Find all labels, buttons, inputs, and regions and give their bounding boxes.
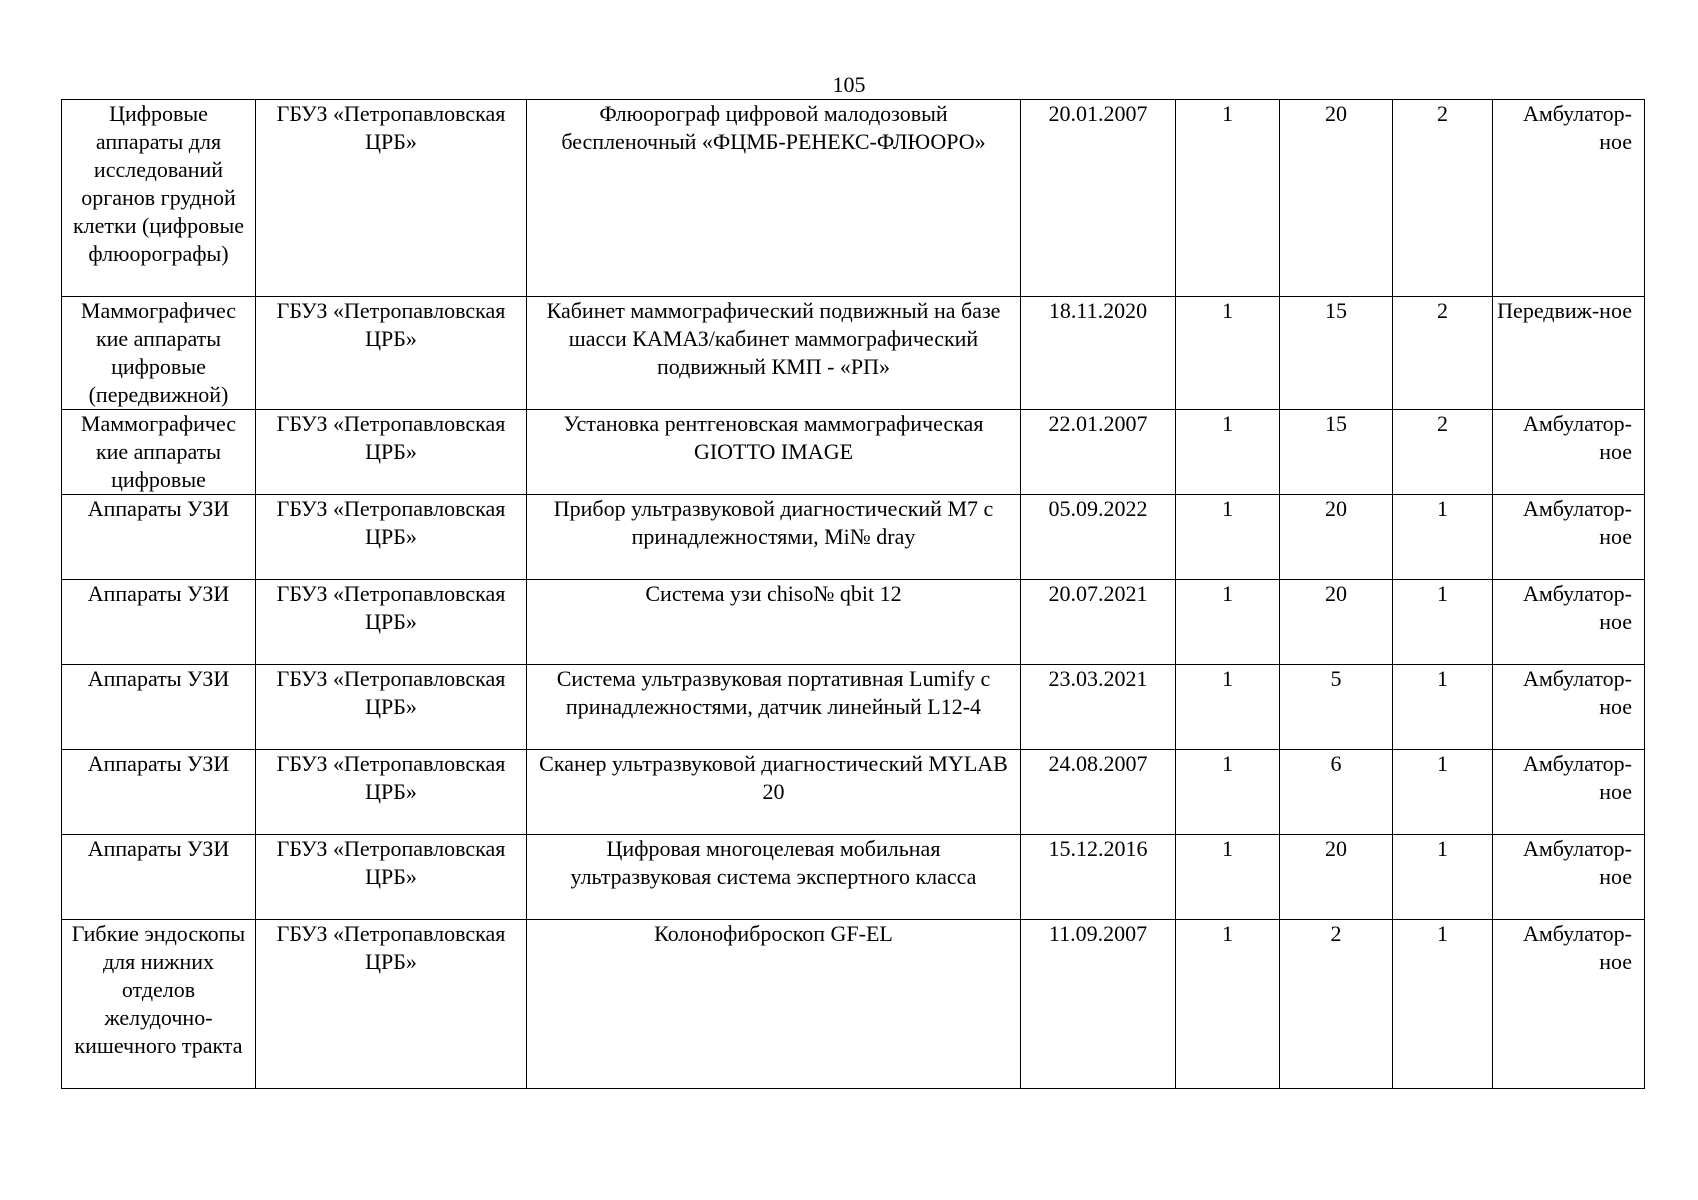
table-row xyxy=(62,495,1645,580)
cell-code: 1 xyxy=(1393,835,1493,920)
cell-equipment-name: Система узи chiso№ qbit 12 xyxy=(527,580,1021,665)
cell-category: Аппараты УЗИ xyxy=(62,750,256,835)
cell-date: 20.01.2007 xyxy=(1021,100,1176,297)
cell-quantity: 1 xyxy=(1176,297,1280,410)
cell-date: 22.01.2007 xyxy=(1021,410,1176,495)
cell-code: 1 xyxy=(1393,495,1493,580)
table-row xyxy=(62,580,1645,665)
table-row xyxy=(62,835,1645,920)
table-row xyxy=(62,100,1645,297)
cell-service-life: 5 xyxy=(1280,665,1393,750)
cell-equipment-name: Система ультразвуковая портативная Lumify с принадлежностями, датчик линейный L12-4 xyxy=(527,665,1021,750)
cell-category: Аппараты УЗИ xyxy=(62,495,256,580)
cell-organization: ГБУЗ «Петропавловская ЦРБ» xyxy=(256,297,527,410)
cell-date: 23.03.2021 xyxy=(1021,665,1176,750)
cell-code: 1 xyxy=(1393,920,1493,1089)
page-number: 105 xyxy=(832,72,866,97)
cell-service-life: 6 xyxy=(1280,750,1393,835)
cell-status: Амбулатор-ное xyxy=(1493,665,1645,750)
cell-code: 2 xyxy=(1393,410,1493,495)
cell-category: Аппараты УЗИ xyxy=(62,665,256,750)
cell-status: Амбулатор-ное xyxy=(1493,100,1645,297)
cell-organization: ГБУЗ «Петропавловская ЦРБ» xyxy=(256,410,527,495)
cell-status: Амбулатор-ное xyxy=(1493,920,1645,1089)
cell-status: Амбулатор-ное xyxy=(1493,410,1645,495)
cell-status: Передвиж-ное xyxy=(1493,297,1645,410)
cell-category: Цифровые аппараты для исследований органов грудной клетки (цифровые флюорографы) xyxy=(62,100,256,297)
cell-service-life: 15 xyxy=(1280,297,1393,410)
cell-quantity: 1 xyxy=(1176,495,1280,580)
cell-date: 05.09.2022 xyxy=(1021,495,1176,580)
cell-organization: ГБУЗ «Петропавловская ЦРБ» xyxy=(256,100,527,297)
cell-date: 15.12.2016 xyxy=(1021,835,1176,920)
table-row xyxy=(62,665,1645,750)
cell-quantity: 1 xyxy=(1176,750,1280,835)
cell-equipment-name: Установка рентгеновская маммографическая GIOTTO IMAGE xyxy=(527,410,1021,495)
cell-organization: ГБУЗ «Петропавловская ЦРБ» xyxy=(256,835,527,920)
cell-status: Амбулатор-ное xyxy=(1493,835,1645,920)
cell-status: Амбулатор-ное xyxy=(1493,750,1645,835)
cell-date: 11.09.2007 xyxy=(1021,920,1176,1089)
cell-quantity: 1 xyxy=(1176,580,1280,665)
cell-quantity: 1 xyxy=(1176,920,1280,1089)
cell-service-life: 20 xyxy=(1280,580,1393,665)
cell-equipment-name: Флюорограф цифровой малодозовый беспленочный «ФЦМБ-РЕНЕКС-ФЛЮОРО» xyxy=(527,100,1021,297)
equipment-table xyxy=(61,99,1645,1089)
cell-organization: ГБУЗ «Петропавловская ЦРБ» xyxy=(256,665,527,750)
cell-service-life: 15 xyxy=(1280,410,1393,495)
cell-status: Амбулатор-ное xyxy=(1493,495,1645,580)
cell-service-life: 20 xyxy=(1280,100,1393,297)
cell-organization: ГБУЗ «Петропавловская ЦРБ» xyxy=(256,495,527,580)
cell-quantity: 1 xyxy=(1176,410,1280,495)
cell-category: Гибкие эндоскопы для нижних отделов желудочно-кишечного тракта xyxy=(62,920,256,1089)
cell-service-life: 20 xyxy=(1280,495,1393,580)
cell-category: Аппараты УЗИ xyxy=(62,580,256,665)
table-row xyxy=(62,750,1645,835)
cell-category: Аппараты УЗИ xyxy=(62,835,256,920)
cell-quantity: 1 xyxy=(1176,665,1280,750)
cell-code: 1 xyxy=(1393,665,1493,750)
cell-status: Амбулатор-ное xyxy=(1493,580,1645,665)
cell-category: Маммографичес кие аппараты цифровые (передвижной) xyxy=(62,297,256,410)
table-row xyxy=(62,410,1645,495)
cell-equipment-name: Прибор ультразвуковой диагностический M7 с принадлежностями, Mi№ dray xyxy=(527,495,1021,580)
cell-service-life: 2 xyxy=(1280,920,1393,1089)
cell-equipment-name: Цифровая многоцелевая мобильная ультразвуковая система экспертного класса xyxy=(527,835,1021,920)
cell-category: Маммографичес кие аппараты цифровые xyxy=(62,410,256,495)
cell-quantity: 1 xyxy=(1176,100,1280,297)
cell-organization: ГБУЗ «Петропавловская ЦРБ» xyxy=(256,750,527,835)
cell-code: 2 xyxy=(1393,297,1493,410)
cell-date: 18.11.2020 xyxy=(1021,297,1176,410)
cell-equipment-name: Сканер ультразвуковой диагностический MYLAB 20 xyxy=(527,750,1021,835)
cell-organization: ГБУЗ «Петропавловская ЦРБ» xyxy=(256,920,527,1089)
cell-equipment-name: Кабинет маммографический подвижный на базе шасси КАМАЗ/кабинет маммографический подвижный КМП - «РП» xyxy=(527,297,1021,410)
table-row xyxy=(62,297,1645,410)
cell-organization: ГБУЗ «Петропавловская ЦРБ» xyxy=(256,580,527,665)
table-row xyxy=(62,920,1645,1089)
cell-date: 20.07.2021 xyxy=(1021,580,1176,665)
cell-service-life: 20 xyxy=(1280,835,1393,920)
cell-equipment-name: Колонофиброскоп GF-EL xyxy=(527,920,1021,1089)
cell-code: 1 xyxy=(1393,580,1493,665)
cell-code: 2 xyxy=(1393,100,1493,297)
cell-code: 1 xyxy=(1393,750,1493,835)
cell-quantity: 1 xyxy=(1176,835,1280,920)
cell-date: 24.08.2007 xyxy=(1021,750,1176,835)
